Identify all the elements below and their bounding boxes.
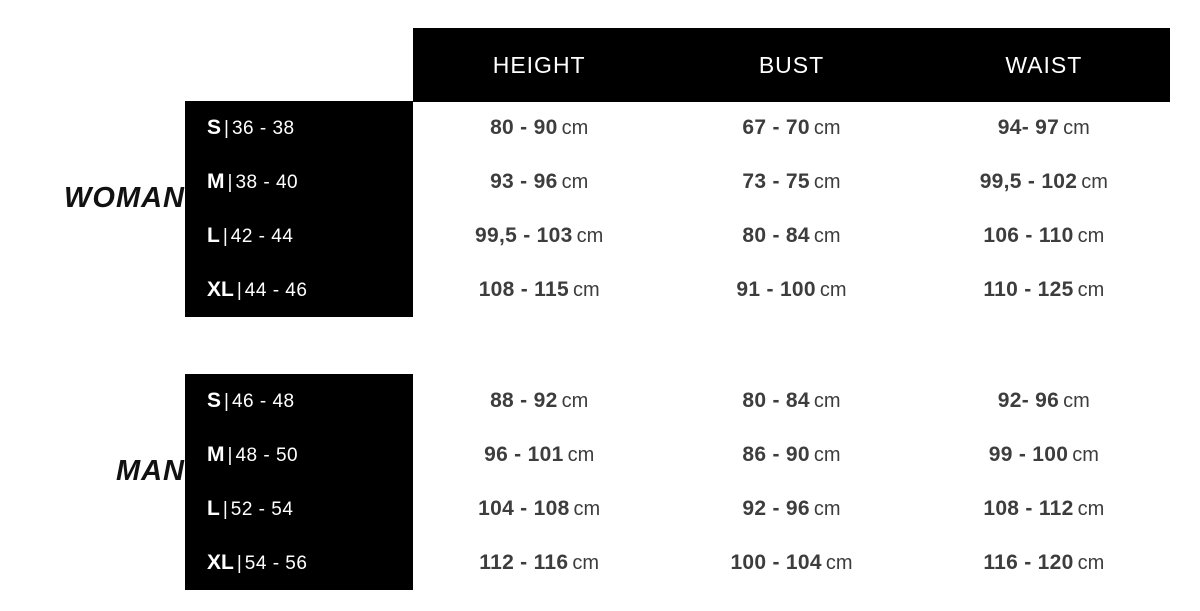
- bust-cell: [665, 551, 917, 575]
- section-rows-woman: [185, 101, 1170, 317]
- waist-cell: [918, 170, 1170, 194]
- size-cell: [185, 443, 413, 467]
- unit-label: cm: [1077, 225, 1105, 247]
- table-header-row: [413, 28, 1170, 102]
- bust-value: 80 - 84: [742, 389, 810, 412]
- size-code: L: [207, 497, 220, 520]
- table-row: [185, 482, 1170, 536]
- size-code: S: [207, 389, 222, 412]
- waist-cell: [918, 224, 1170, 248]
- unit-label: cm: [1063, 390, 1090, 412]
- waist-cell: [918, 278, 1170, 302]
- height-value: 112 - 116: [479, 551, 569, 574]
- bust-cell: [665, 224, 917, 248]
- size-code: M: [207, 443, 225, 466]
- size-range: 38 - 40: [235, 172, 299, 193]
- unit-label: cm: [1077, 498, 1105, 520]
- waist-cell: [918, 116, 1170, 140]
- waist-cell: [918, 443, 1170, 467]
- bust-value: 67 - 70: [742, 116, 810, 139]
- column-header-height: HEIGHT: [492, 51, 586, 78]
- size-range: 46 - 48: [231, 391, 295, 412]
- table-row: [185, 374, 1170, 428]
- waist-value: 108 - 112: [983, 497, 1074, 520]
- unit-label: cm: [1081, 171, 1108, 193]
- height-cell: [413, 497, 665, 521]
- waist-value: 92- 96: [997, 389, 1060, 412]
- height-value: 80 - 90: [490, 116, 558, 139]
- size-range: 48 - 50: [235, 445, 299, 466]
- size-cell: [185, 278, 413, 302]
- column-header-waist: WAIST: [1005, 51, 1083, 78]
- unit-label: cm: [813, 444, 841, 466]
- unit-label: cm: [819, 279, 847, 301]
- unit-label: cm: [1063, 117, 1090, 139]
- bust-cell: [665, 389, 917, 413]
- waist-value: 99,5 - 102: [979, 170, 1078, 193]
- table-row: [185, 101, 1170, 155]
- height-cell: [413, 170, 665, 194]
- unit-label: cm: [567, 444, 595, 466]
- unit-label: cm: [1077, 279, 1105, 301]
- table-row: [185, 209, 1170, 263]
- size-range: 54 - 56: [244, 553, 308, 574]
- waist-value: 116 - 120: [983, 551, 1074, 574]
- unit-label: cm: [573, 498, 601, 520]
- size-range: 44 - 46: [244, 280, 308, 301]
- bust-value: 100 - 104: [730, 551, 822, 574]
- height-value: 88 - 92: [490, 389, 558, 412]
- bust-value: 86 - 90: [742, 443, 810, 466]
- height-cell: [413, 224, 665, 248]
- size-separator: |: [222, 226, 228, 247]
- section-label-woman: WOMAN: [64, 182, 185, 214]
- waist-value: 106 - 110: [983, 224, 1074, 247]
- bust-value: 80 - 84: [742, 224, 810, 247]
- unit-label: cm: [813, 498, 841, 520]
- size-separator: |: [224, 391, 229, 412]
- size-separator: |: [222, 499, 228, 520]
- height-cell: [413, 116, 665, 140]
- bust-cell: [665, 170, 917, 194]
- height-value: 93 - 96: [490, 170, 558, 193]
- size-separator: |: [236, 280, 242, 301]
- column-header-bust: BUST: [758, 51, 825, 78]
- bust-cell: [665, 497, 917, 521]
- section-label-man: MAN: [115, 455, 185, 487]
- size-cell: [185, 116, 413, 140]
- size-code: L: [207, 224, 220, 247]
- unit-label: cm: [813, 117, 841, 139]
- size-cell: [185, 497, 413, 521]
- table-row: [185, 428, 1170, 482]
- height-value: 99,5 - 103: [475, 224, 573, 247]
- height-cell: [413, 389, 665, 413]
- size-separator: |: [236, 553, 242, 574]
- unit-label: cm: [561, 171, 589, 193]
- waist-value: 110 - 125: [983, 278, 1074, 301]
- size-cell: [185, 170, 413, 194]
- unit-label: cm: [825, 552, 853, 574]
- height-cell: [413, 551, 665, 575]
- unit-label: cm: [576, 225, 604, 247]
- table-row: [185, 536, 1170, 590]
- unit-label: cm: [813, 390, 841, 412]
- height-value: 96 - 101: [484, 443, 564, 466]
- bust-value: 92 - 96: [742, 497, 810, 520]
- waist-cell: [918, 389, 1170, 413]
- unit-label: cm: [561, 117, 589, 139]
- height-value: 108 - 115: [478, 278, 569, 301]
- unit-label: cm: [813, 225, 841, 247]
- size-code: S: [207, 116, 222, 139]
- waist-value: 94- 97: [997, 116, 1060, 139]
- bust-cell: [665, 116, 917, 140]
- unit-label: cm: [813, 171, 841, 193]
- size-range: 42 - 44: [230, 226, 294, 247]
- size-code: XL: [207, 551, 234, 574]
- bust-value: 73 - 75: [742, 170, 810, 193]
- unit-label: cm: [1072, 444, 1099, 466]
- unit-label: cm: [561, 390, 589, 412]
- waist-cell: [918, 551, 1170, 575]
- size-separator: |: [227, 445, 233, 466]
- unit-label: cm: [572, 552, 600, 574]
- unit-label: cm: [1077, 552, 1105, 574]
- size-range: 36 - 38: [231, 118, 295, 139]
- height-value: 104 - 108: [478, 497, 570, 520]
- bust-cell: [665, 443, 917, 467]
- size-cell: [185, 551, 413, 575]
- size-range: 52 - 54: [230, 499, 294, 520]
- bust-value: 91 - 100: [736, 278, 816, 301]
- height-cell: [413, 278, 665, 302]
- size-code: M: [207, 170, 225, 193]
- waist-value: 99 - 100: [988, 443, 1069, 466]
- waist-cell: [918, 497, 1170, 521]
- section-rows-man: [185, 374, 1170, 590]
- size-separator: |: [227, 172, 233, 193]
- table-row: [185, 155, 1170, 209]
- unit-label: cm: [572, 279, 600, 301]
- size-code: XL: [207, 278, 234, 301]
- height-cell: [413, 443, 665, 467]
- size-separator: |: [224, 118, 229, 139]
- bust-cell: [665, 278, 917, 302]
- size-cell: [185, 389, 413, 413]
- table-row: [185, 263, 1170, 317]
- size-cell: [185, 224, 413, 248]
